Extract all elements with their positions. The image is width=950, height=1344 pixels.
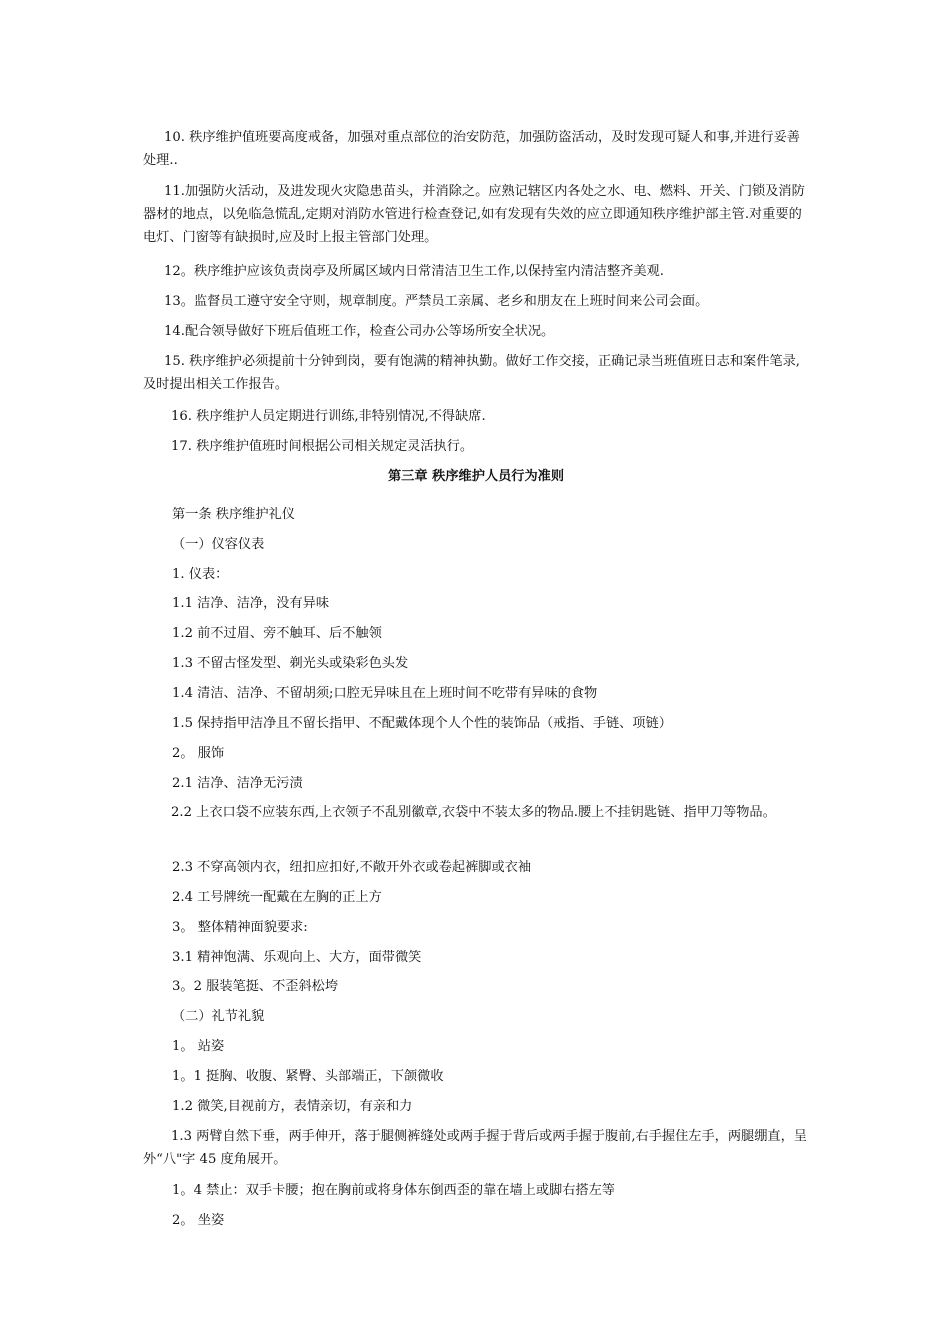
list-item: 3.1 精神饱满、乐观向上、大方，面带微笑	[172, 950, 422, 965]
paragraph-12: 12。秩序维护应该负责岗亭及所属区域内日常清洁卫生工作,以保持室内清洁整齐美观.	[164, 264, 664, 279]
list-item: 2。 服饰	[172, 746, 225, 761]
paragraph-15: 15. 秩序维护必须提前十分钟到岗，要有饱满的精神执勤。做好工作交接，正确记录当班值班日志和案件笔录,及时提出相关工作报告。	[143, 354, 800, 392]
paragraph-16: 16. 秩序维护人员定期进行训练,非特别情况,不得缺席.	[171, 409, 486, 424]
chapter-title: 第三章 秩序维护人员行为准则	[387, 469, 565, 484]
list-item: 2.1 洁净、洁净无污渍	[172, 776, 303, 791]
list-item: 1.2 前不过眉、旁不触耳、后不触领	[172, 626, 382, 641]
list-item: 1.3 两臂自然下垂，两手伸开，落于腿侧裤缝处或两手握于背后或两手握于腹前,右手握住左手，两腿绷直，呈外“八"字 45 度角展开。	[143, 1129, 807, 1167]
paragraph-17: 17. 秩序维护值班时间根据公司相关规定灵活执行。	[171, 439, 474, 454]
list-item: 2。 坐姿	[172, 1213, 225, 1228]
list-item: 1。1 挺胸、收腹、紧臀、头部端正，下颌微收	[172, 1069, 444, 1084]
list-item: 1.1 洁净、洁净，没有异味	[172, 596, 330, 611]
list-item: 1.3 不留古怪发型、剃光头或染彩色头发	[172, 656, 409, 671]
list-item: 1.5 保持指甲洁净且不留长指甲、不配戴体现个人个性的装饰品（戒指、手链、项链）	[172, 716, 672, 731]
section-appearance: （一）仪容仪表	[172, 537, 265, 552]
paragraph-11: 11.加强防火活动，及进发现火灾隐患苗头，并消除之。应熟记辖区内各处之水、电、燃料、开关、门锁及消防器材的地点，以免临急慌乱,定期对消防水管进行检查登记,如有发现有失效的应立即通知秩序维护部主管.对重要的电灯、门窗等有缺损时,应及时上报主管部门处理。	[143, 184, 805, 245]
list-item: 3。 整体精神面貌要求:	[172, 920, 308, 935]
paragraph-14: 14.配合领导做好下班后值班工作，检查公司办公等场所安全状况。	[164, 324, 555, 339]
list-item: 2.2 上衣口袋不应装东西,上衣领子不乱别徽章,衣袋中不装太多的物品.腰上不挂钥匙链、指甲刀等物品。	[171, 805, 776, 820]
section-etiquette: （二）礼节礼貌	[172, 1009, 265, 1024]
list-item: 1.2 微笑,目视前方，表情亲切，有亲和力	[172, 1099, 413, 1114]
list-item: 1. 仪表：	[172, 567, 229, 582]
list-item: 3。2 服装笔挺、不歪斜松垮	[172, 979, 339, 994]
paragraph-10: 10. 秩序维护值班要高度戒备，加强对重点部位的治安防范，加强防盗活动，及时发现可疑人和事,并进行妥善处理..	[143, 130, 800, 168]
list-item: 2.4 工号牌统一配戴在左胸的正上方	[172, 890, 382, 905]
list-item: 1。4 禁止：双手卡腰；抱在胸前或将身体东倒西歪的靠在墙上或脚右搭左等	[172, 1183, 615, 1198]
list-item: 1。 站姿	[172, 1039, 225, 1054]
list-item: 1.4 清洁、洁净、不留胡须;口腔无异味且在上班时间不吃带有异味的食物	[172, 686, 598, 701]
article-1-title: 第一条 秩序维护礼仪	[172, 507, 295, 522]
list-item: 2.3 不穿高领内衣，纽扣应扣好,不敞开外衣或卷起裤脚或衣袖	[172, 860, 532, 875]
paragraph-13: 13。监督员工遵守安全守则，规章制度。严禁员工亲属、老乡和朋友在上班时间来公司会面。	[164, 294, 709, 309]
